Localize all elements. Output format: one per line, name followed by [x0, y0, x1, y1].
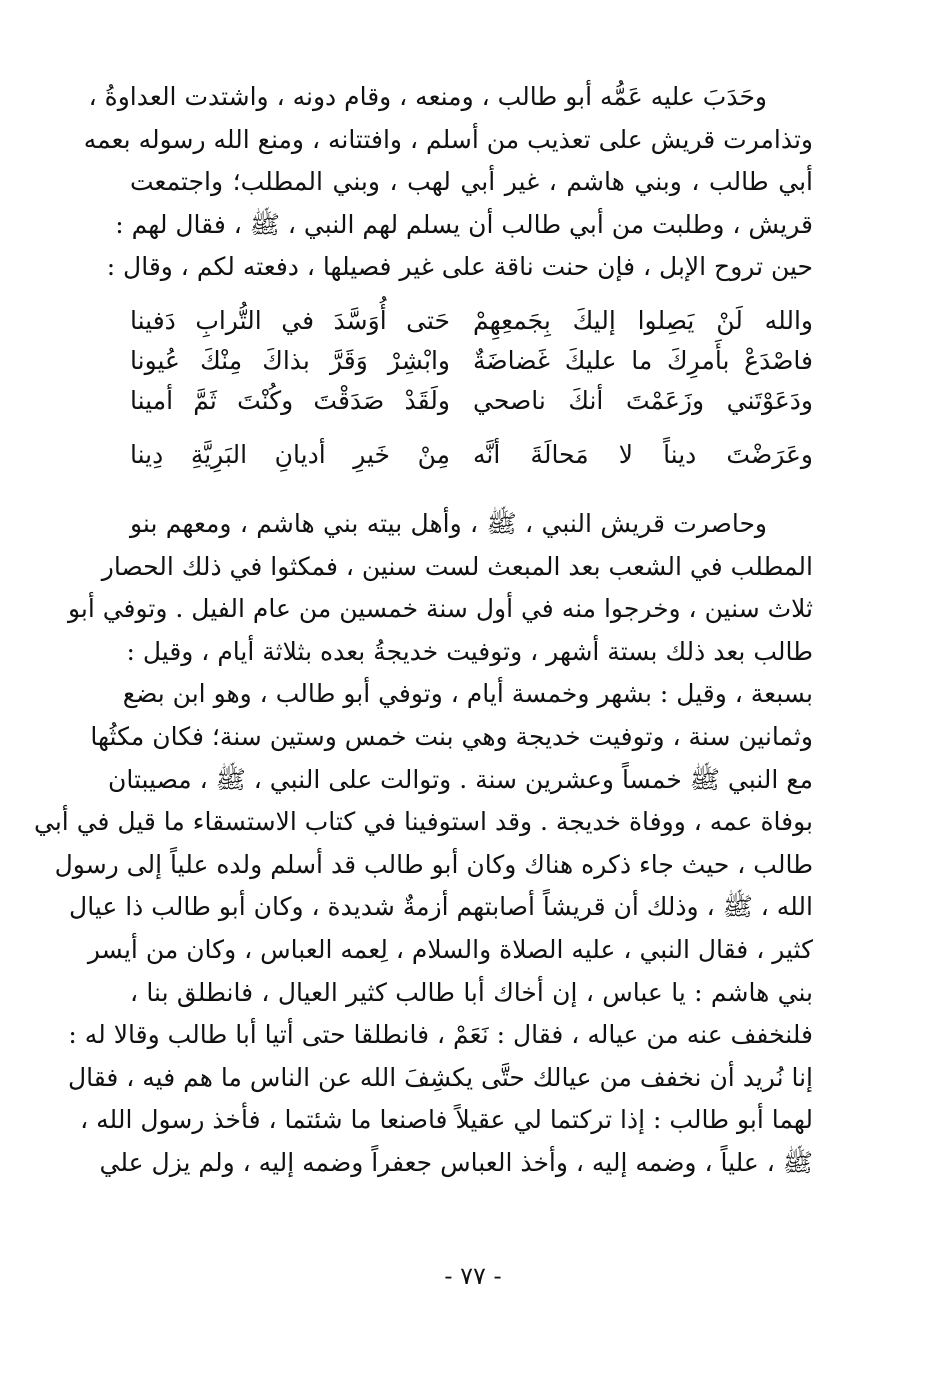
- verse-second-hemistich: وابْشِرْ وَقَرَّ بذاكَ مِنْكَ عُيونا: [130, 345, 450, 375]
- text-line: بوفاة عمه ، ووفاة خديجة . وقد استوفينا في كتاب الاستسقاء ما قيل في أبي: [34, 807, 813, 837]
- text-line: ﷺ ، علياً ، وضمه إليه ، وأخذ العباس جعفراً وضمه إليه ، ولم يزل علي: [99, 1147, 813, 1177]
- text-line: لهما أبو طالب : إذا تركتما لي عقيلاً فاصنعا ما شئتما ، فأخذ رسول الله ،: [80, 1105, 813, 1135]
- text-line: وتذامرت قريش على تعذيب من أسلم ، وافتتانه ، ومنع الله رسوله بعمه: [83, 124, 813, 154]
- text-line: ثلاث سنين ، وخرجوا منه في أول سنة خمسين من عام الفيل . وتوفي أبو: [67, 594, 813, 624]
- text-line: بني هاشم : يا عباس ، إن أخاك أبا طالب كثير العيال ، فانطلق بنا ،: [130, 977, 813, 1007]
- text-line: قريش ، وطلبت من أبي طالب أن يسلم لهم النبي ، ﷺ ، فقال لهم :: [115, 209, 813, 239]
- text-line: وحَدَبَ عليه عَمُّه أبو طالب ، ومنعه ، وقام دونه ، واشتدت العداوةُ ،: [88, 82, 767, 111]
- text-line: إنا نُريد أن نخفف من عيالك حتَّى يكشِفَ الله عن الناس ما هم فيه ، فقال: [67, 1062, 813, 1092]
- poem-verse: [130, 381, 813, 421]
- verse-second-hemistich: حَتى أُوَسَّدَ في التُّرابِ دَفينا: [130, 305, 450, 335]
- text-line: طالب بعد ذلك بستة أشهر ، وتوفيت خديجةُ بعده بثلاثة أيام ، وقيل :: [126, 636, 813, 666]
- text-line: طالب ، حيث جاء ذكره هناك وكان أبو طالب قد أسلم ولده علياً إلى رسول: [54, 849, 813, 879]
- page-number: - ٧٧ -: [444, 1262, 502, 1290]
- poem-verse: [130, 301, 813, 341]
- page-body: [34, 76, 813, 1184]
- text-line: بسبعة ، وقيل : بشهر وخمسة أيام ، وتوفي أبو طالب ، وهو ابن بضع: [122, 679, 813, 709]
- verse-second-hemistich: ولَقَدْ صَدَقْتَ وكُنْتَ ثَمَّ أمينا: [130, 385, 450, 415]
- text-line: وثمانين سنة ، وتوفيت خديجة وهي بنت خمس وستين سنة؛ فكان مكثُها: [90, 721, 813, 751]
- text-line: وحاصرت قريش النبي ، ﷺ ، وأهل بيته بني هاشم ، ومعهم بنو: [130, 508, 767, 538]
- verse-first-hemistich: فاصْدَعْ بأَمرِكَ ما عليكَ غَضاضَةٌ: [473, 345, 813, 375]
- poem-verse: [130, 341, 813, 381]
- poem: [130, 301, 813, 489]
- verse-first-hemistich: وعَرَضْتَ ديناً لا مَحالَةَ أنَّه: [473, 439, 813, 469]
- text-line: المطلب في الشعب بعد المبعث لست سنين ، فمكثوا في ذلك الحصار: [101, 551, 813, 581]
- paragraph-2: [34, 503, 813, 1185]
- text-line: الله ، ﷺ ، وذلك أن قريشاً أصابتهم أزمةٌ شديدة ، وكان أبو طالب ذا عيال: [69, 892, 813, 922]
- verse-second-hemistich: مِنْ خَيرِ أديانِ البَرِيَّةِ دِينا: [130, 439, 450, 469]
- poem-verse: [130, 421, 813, 489]
- text-line: حين تروح الإبل ، فإن حنت ناقة على غير فصيلها ، دفعته لكم ، وقال :: [106, 252, 813, 282]
- text-line: فلنخفف عنه من عياله ، فقال : نَعَمْ ، فانطلقا حتى أتيا أبا طالب وقالا له :: [68, 1020, 813, 1050]
- text-line: مع النبي ﷺ خمساً وعشرين سنة . وتوالت على النبي ، ﷺ ، مصيبتان: [107, 764, 813, 794]
- verse-first-hemistich: والله لَنْ يَصِلوا إليكَ بِجَمعِهِمْ: [473, 305, 813, 335]
- text-line: كثير ، فقال النبي ، عليه الصلاة والسلام ، لِعمه العباس ، وكان من أيسر: [87, 934, 813, 964]
- verse-first-hemistich: ودَعَوْتَني وزَعَمْتَ أنكَ ناصحي: [473, 385, 813, 415]
- paragraph-1: [83, 76, 813, 289]
- text-line: أبي طالب ، وبني هاشم ، غير أبي لهب ، وبني المطلب؛ واجتمعت: [130, 167, 813, 197]
